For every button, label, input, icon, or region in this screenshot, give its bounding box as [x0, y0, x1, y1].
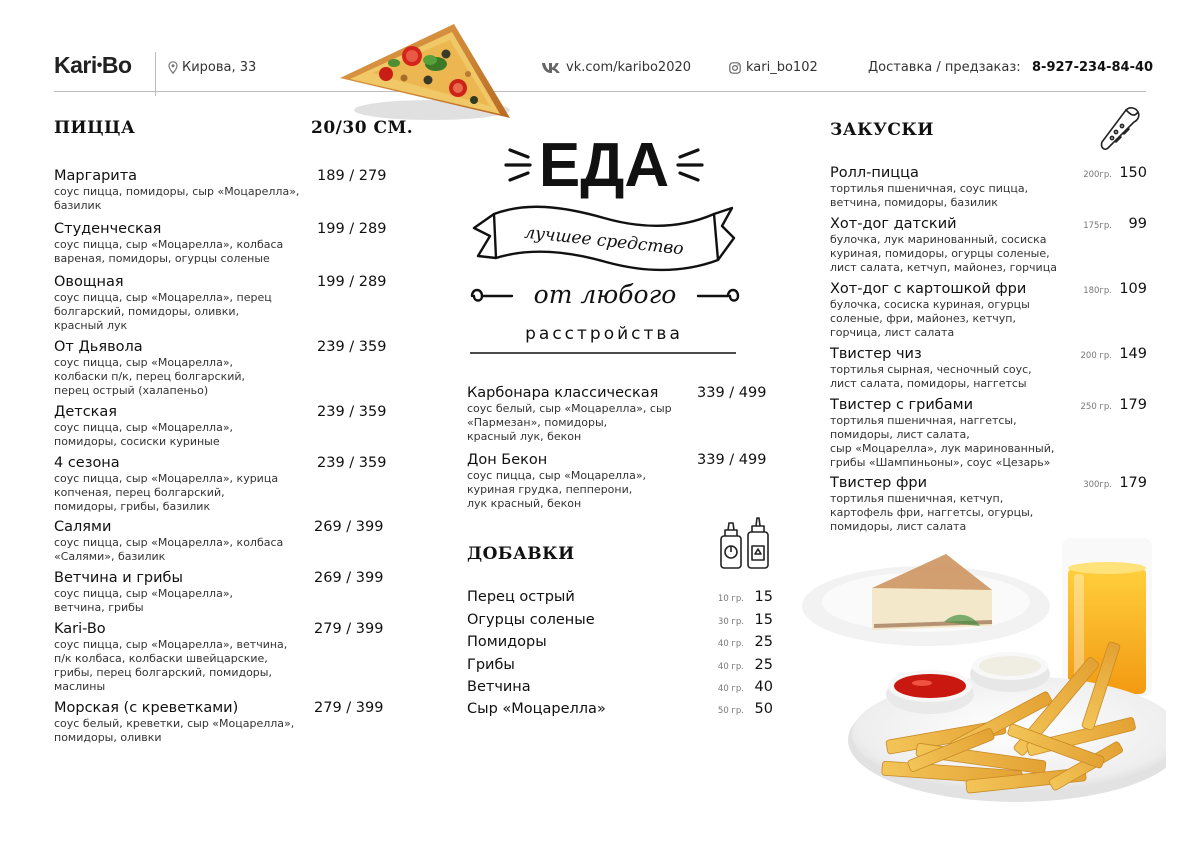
phone-number[interactable]: 8-927-234-84-40 [1032, 60, 1154, 75]
menu-item-ovoshchnaya [54, 274, 272, 333]
menu-item-salyami [54, 519, 283, 564]
snack-item-hotdog-fri [830, 281, 1030, 340]
menu-item-vetchina-i-griby [54, 570, 233, 615]
item-desc: красный лук [54, 319, 128, 332]
instagram-icon [729, 62, 741, 74]
burst-lines-left [506, 150, 530, 180]
item-desc: соус пицца, помидоры, сыр «Моцарелла», [54, 185, 300, 198]
slogan-line3: расстройства [525, 324, 683, 344]
slogan-line2: от любого [533, 280, 677, 309]
item-price: 25 [754, 634, 773, 650]
item-price: 239 / 359 [317, 404, 387, 420]
item-desc: сыр «Моцарелла», лук маринованный, [830, 442, 1055, 455]
item-weight: 10 гр. [717, 594, 744, 604]
logo-name: Kari [54, 52, 97, 78]
item-price: 339 / 499 [697, 385, 767, 401]
item-weight: 175гр. [1083, 221, 1112, 231]
slogan-line1: лучшее средство [523, 222, 685, 260]
item-price: 25 [754, 657, 773, 673]
item-name: Твистер фри [830, 475, 928, 491]
roll-icon [1096, 104, 1144, 152]
flourish-left [472, 290, 512, 301]
item-weight: 40 гр. [717, 662, 744, 672]
item-desc: красный лук, бекон [467, 430, 582, 443]
item-name: От Дьявола [54, 339, 143, 355]
item-desc: маслины [54, 680, 106, 693]
vk-icon [541, 62, 561, 74]
item-desc: ветчина, грибы [54, 601, 144, 614]
item-price: 269 / 399 [314, 519, 384, 535]
item-desc: перец острый (халапеньо) [54, 384, 209, 397]
item-desc: соус пицца, сыр «Моцарелла», [54, 356, 234, 369]
item-name: 4 сезона [54, 455, 120, 471]
item-desc: помидоры, лист салата, [830, 428, 970, 441]
item-price: 239 / 359 [317, 339, 387, 355]
item-desc: соус пицца, сыр «Моцарелла», [54, 421, 234, 434]
item-desc: горчица, лист салата [830, 326, 955, 339]
item-desc: грибы «Шампиньоны», соус «Цезарь» [830, 456, 1051, 469]
item-desc: картофель фри, наггетсы, огурцы, [830, 506, 1034, 519]
item-name: Студенческая [54, 221, 162, 237]
item-desc: тортилья пшеничная, наггетсы, [830, 414, 1017, 427]
sauce-bottles-icon [716, 516, 772, 570]
item-name: Овощная [54, 274, 124, 290]
item-weight: 200гр. [1083, 170, 1112, 180]
item-desc: соус пицца, сыр «Моцарелла», ветчина, [54, 638, 288, 651]
item-desc: лук красный, бекон [467, 497, 582, 510]
item-desc: грибы, перец болгарский, помидоры, [54, 666, 272, 679]
item-price: 199 / 289 [317, 221, 387, 237]
item-desc: лист салата, помидоры, наггетсы [830, 377, 1027, 390]
item-name: Помидоры [467, 634, 547, 650]
item-name: Детская [54, 404, 118, 420]
item-desc: вареная, помидоры, огурцы соленые [54, 252, 270, 265]
item-name: Хот-дог с картошкой фри [830, 281, 1027, 297]
slogan-graphic [466, 110, 742, 360]
item-desc: тортилья пшеничная, соус пицца, [830, 182, 1029, 195]
snack-item-tvister-chiz [830, 346, 1032, 391]
item-weight: 30 гр. [717, 617, 744, 627]
item-price: 189 / 279 [317, 168, 387, 184]
item-desc: болгарский, помидоры, оливки, [54, 305, 240, 318]
item-desc: соус пицца, сыр «Моцарелла», [54, 587, 234, 600]
item-price: 15 [754, 612, 773, 628]
item-name: Kari-Bo [54, 621, 106, 637]
vk-link[interactable]: vk.com/karibo2020 [566, 60, 692, 75]
item-desc: помидоры, сосиски куриные [54, 435, 220, 448]
item-name: Ветчина и грибы [54, 570, 183, 586]
item-price: 150 [1119, 165, 1147, 181]
item-desc: соус белый, сыр «Моцарелла», сыр [467, 402, 672, 415]
item-weight: 50 гр. [717, 706, 744, 716]
logo [54, 52, 132, 79]
pizza-section-title: ПИЦЦА [54, 118, 136, 138]
item-price: 109 [1119, 281, 1147, 297]
item-name: Маргарита [54, 168, 138, 184]
snack-item-tvister-griby [830, 397, 1054, 470]
extras-section-title: ДОБАВКИ [467, 544, 575, 564]
item-desc: соус белый, креветки, сыр «Моцарелла», [54, 717, 295, 730]
extra-item-griby [467, 657, 515, 674]
item-desc: лист салата, кетчуп, майонез, горчица [830, 261, 1057, 274]
item-desc: соус пицца, сыр «Моцарелла», перец [54, 291, 272, 304]
menu-item-don-bekon [467, 452, 646, 511]
item-name: Сыр «Моцарелла» [467, 701, 606, 717]
logo-divider [155, 52, 156, 96]
item-price: 339 / 499 [697, 452, 767, 468]
delivery-label: Доставка / предзаказ: [868, 60, 1021, 75]
flourish-right [698, 290, 738, 301]
extra-item-syr [467, 701, 606, 718]
item-name: Перец острый [467, 589, 575, 605]
item-desc: помидоры, оливки [54, 731, 162, 744]
item-weight: 180гр. [1083, 286, 1112, 296]
item-price: 99 [1128, 216, 1147, 232]
item-price: 239 / 359 [317, 455, 387, 471]
item-desc: тортилья пшеничная, кетчуп, [830, 492, 1004, 505]
item-price: 279 / 399 [314, 700, 384, 716]
item-desc: копченая, перец болгарский, [54, 486, 225, 499]
item-weight: 200 гр. [1080, 351, 1112, 361]
menu-item-4-sezona [54, 455, 278, 514]
menu-item-morskaya [54, 700, 294, 745]
item-name: Дон Бекон [467, 452, 548, 468]
item-desc: п/к колбаса, колбаски швейцарские, [54, 652, 268, 665]
snack-item-roll-pizza [830, 165, 1028, 210]
item-price: 179 [1119, 475, 1147, 491]
logo-suffix: Bo [101, 52, 132, 78]
item-desc: соус пицца, сыр «Моцарелла», курица [54, 472, 279, 485]
item-name: Хот-дог датский [830, 216, 957, 232]
menu-item-detskaya [54, 404, 233, 449]
item-desc: «Салями», базилик [54, 550, 166, 563]
burst-lines-right [678, 150, 702, 180]
logo-dot: • [96, 57, 102, 74]
location-pin-icon [168, 61, 178, 74]
snacks-section-title: ЗАКУСКИ [830, 120, 934, 140]
header-divider [54, 91, 1146, 92]
item-desc: помидоры, грибы, базилик [54, 500, 211, 513]
item-price: 40 [754, 679, 773, 695]
item-desc: ветчина, помидоры, базилик [830, 196, 998, 209]
menu-item-karbonara [467, 385, 672, 444]
extra-item-pomidory [467, 634, 547, 651]
item-name: Огурцы соленые [467, 612, 595, 628]
item-desc: куриная, помидоры, огурцы соленые, [830, 247, 1050, 260]
pizza-size-label: 20/30 СМ. [311, 118, 414, 138]
extra-item-vetchina [467, 679, 531, 696]
item-name: Ролл-пицца [830, 165, 919, 181]
item-desc: тортилья сырная, чесночный соус, [830, 363, 1032, 376]
item-name: Твистер с грибами [830, 397, 973, 413]
item-weight: 250 гр. [1080, 402, 1112, 412]
extra-item-perets [467, 589, 575, 606]
item-weight: 40 гр. [717, 684, 744, 694]
item-price: 179 [1119, 397, 1147, 413]
item-desc: соус пицца, сыр «Моцарелла», колбаса [54, 238, 284, 251]
item-price: 199 / 289 [317, 274, 387, 290]
item-name: Ветчина [467, 679, 531, 695]
fries-and-juice-image [796, 530, 1166, 830]
item-desc: соленые, фри, майонез, кетчуп, [830, 312, 1016, 325]
item-desc: булочка, сосиска куриная, огурцы [830, 298, 1030, 311]
item-weight: 300гр. [1083, 480, 1112, 490]
menu-item-ot-dyavola [54, 339, 245, 398]
item-price: 279 / 399 [314, 621, 384, 637]
instagram-link[interactable]: kari_bo102 [746, 60, 818, 75]
snack-item-tvister-fri [830, 475, 1033, 534]
item-price: 149 [1119, 346, 1147, 362]
item-name: Карбонара классическая [467, 385, 659, 401]
item-desc: куриная грудка, пепперони, [467, 483, 633, 496]
item-price: 15 [754, 589, 773, 605]
item-name: Морская (с креветками) [54, 700, 239, 716]
item-desc: «Пармезан», помидоры, [467, 416, 608, 429]
item-desc: соус пицца, сыр «Моцарелла», колбаса [54, 536, 284, 549]
item-desc: базилик [54, 199, 102, 212]
item-price: 269 / 399 [314, 570, 384, 586]
address: Кирова, 33 [182, 60, 257, 75]
item-desc: булочка, лук маринованный, сосиска [830, 233, 1047, 246]
slogan-word: ЕДА [538, 131, 670, 200]
item-price: 50 [754, 701, 773, 717]
item-desc: соус пицца, сыр «Моцарелла», [467, 469, 647, 482]
menu-item-margarita [54, 168, 299, 213]
item-weight: 40 гр. [717, 639, 744, 649]
item-name: Салями [54, 519, 112, 535]
menu-item-kari-bo [54, 621, 287, 694]
menu-item-studencheskaya [54, 221, 283, 266]
snack-item-hotdog-datskiy [830, 216, 1057, 275]
item-name: Грибы [467, 657, 515, 673]
item-name: Твистер чиз [830, 346, 922, 362]
item-desc: помидоры, лист салата [830, 520, 967, 533]
item-desc: колбаски п/к, перец болгарский, [54, 370, 246, 383]
extra-item-ogurtsy [467, 612, 595, 629]
